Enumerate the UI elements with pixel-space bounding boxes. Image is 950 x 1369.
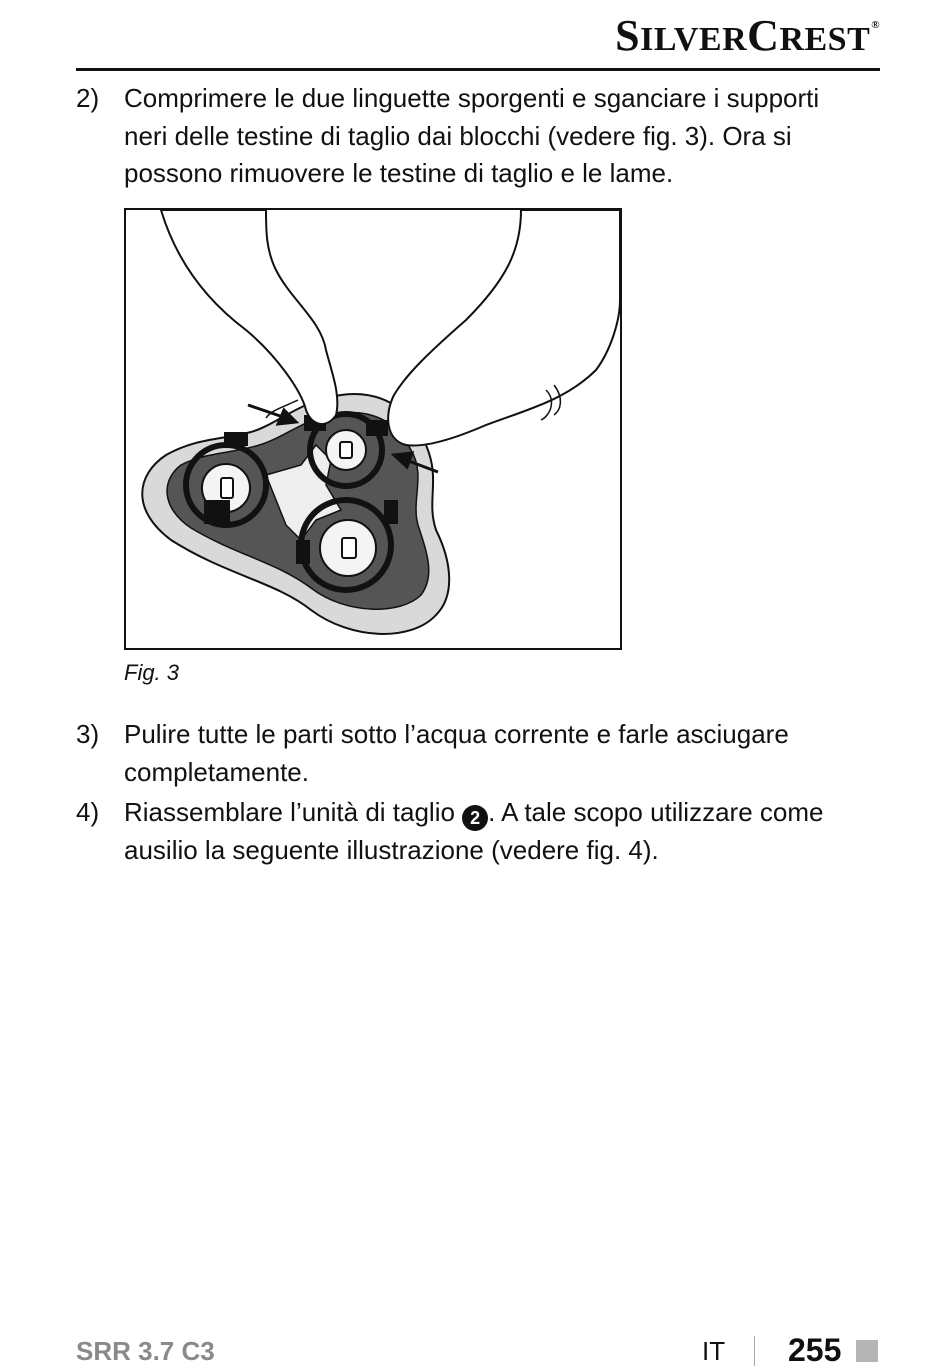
- header-rule: [76, 68, 880, 71]
- shaver-head-illustration: [126, 210, 620, 648]
- step-text: Pulire tutte le parti sotto l’acqua corrente e farle asciugare completamente.: [124, 719, 789, 787]
- figure-3-illustration: [124, 208, 622, 650]
- page-marker-square: [856, 1340, 878, 1362]
- step-number: 4): [76, 797, 100, 827]
- circled-number-badge: 2: [462, 805, 488, 831]
- page-number: 255: [788, 1332, 842, 1368]
- silvercrest-logo: SILVERCREST®: [615, 11, 880, 60]
- language-code: IT: [702, 1336, 726, 1366]
- step-text: Riassemblare l’unità di taglio 2 . A tale scopo utilizzare come ausilio la seguente illustrazione (vedere fig. 4).: [124, 797, 824, 865]
- step-text: Comprimere le due linguette sporgenti e sganciare i supporti neri delle testine di taglio dai blocchi (vedere fig. 3). Ora si possono rimuovere le testine di taglio e le lame.: [124, 83, 820, 188]
- model-number: SRR 3.7 C3: [76, 1336, 215, 1366]
- step-number: 2): [76, 83, 100, 113]
- footer-divider: [754, 1336, 755, 1366]
- figure-caption: Fig. 3: [124, 660, 180, 685]
- step-number: 3): [76, 719, 100, 749]
